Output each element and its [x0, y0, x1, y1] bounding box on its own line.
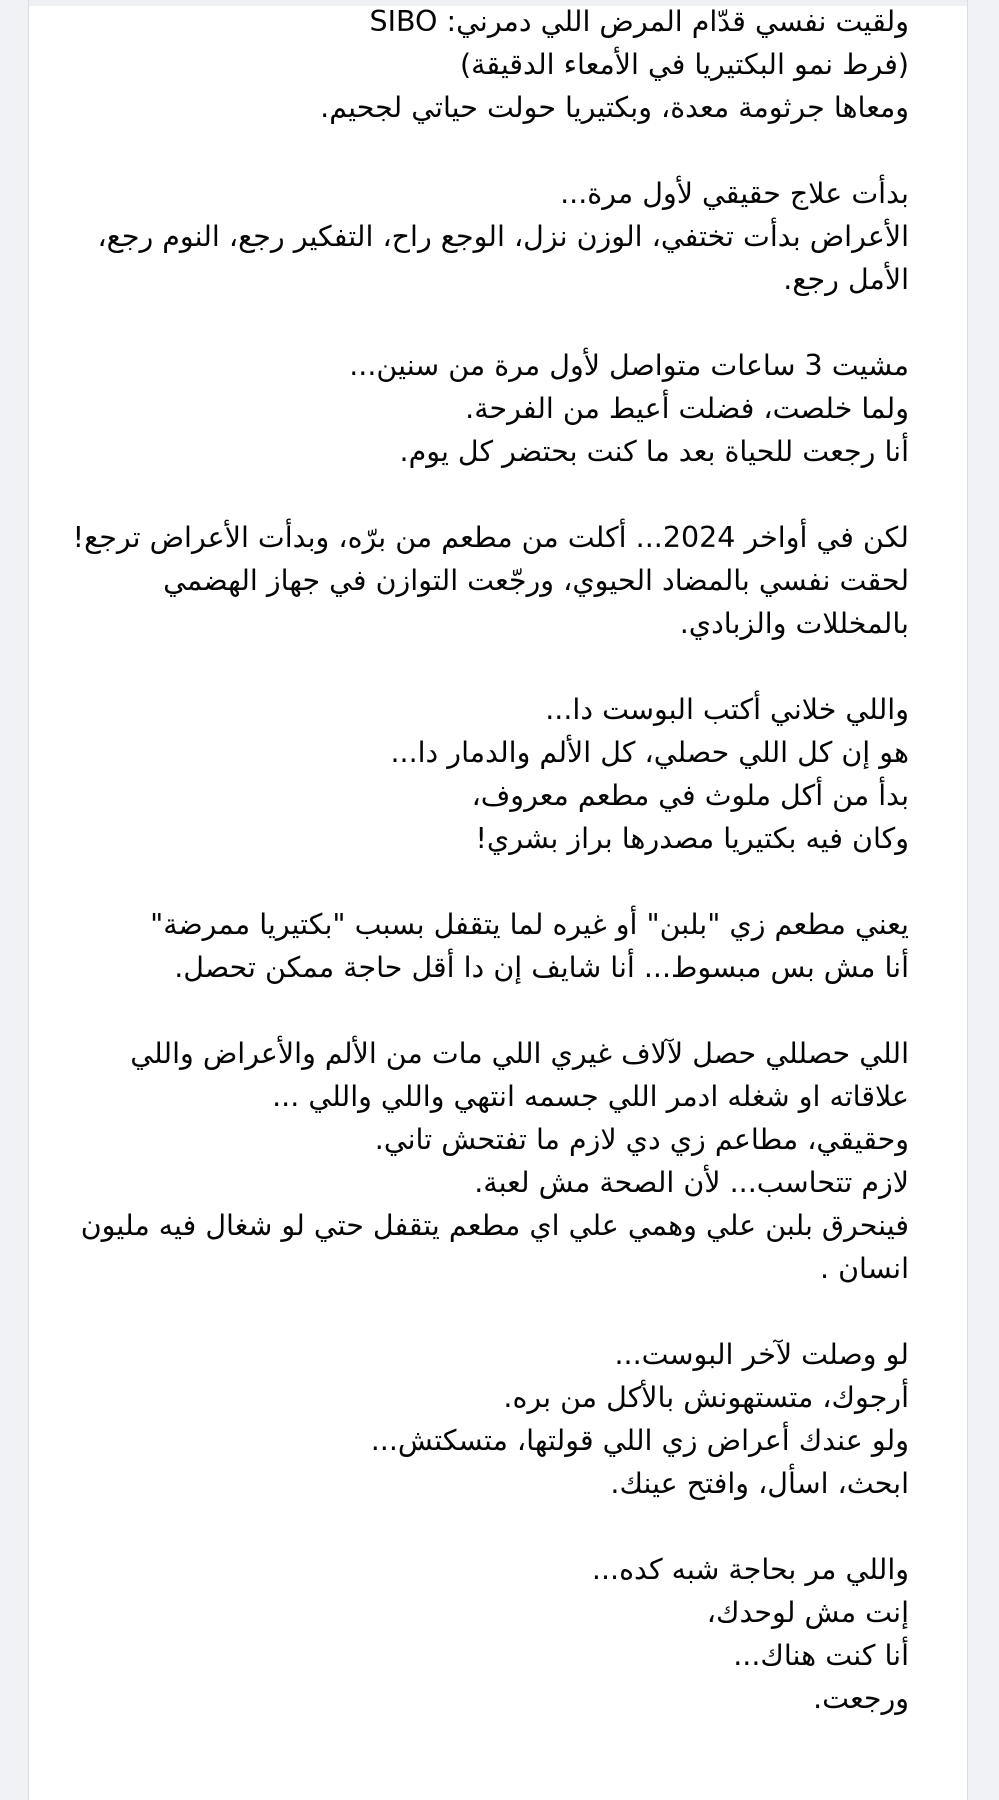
text-line: مشيت 3 ساعات متواصل لأول مرة من سنين... [349, 349, 909, 382]
text-line: لازم تتحاسب... لأن الصحة مش لعبة. [474, 1166, 909, 1199]
text-line: وحقيقي، مطاعم زي دي لازم ما تفتحش تاني. [374, 1123, 909, 1156]
paragraph [59, 1333, 909, 1505]
text-line: أرجوك، متستهونش بالأكل من بره. [503, 1381, 909, 1414]
text-line: واللي خلاني أكتب البوست دا... [545, 693, 909, 726]
paragraph [59, 903, 909, 989]
text-line: بدأت علاج حقيقي لأول مرة... [560, 177, 909, 210]
text-line: (فرط نمو البكتيريا في الأمعاء الدقيقة) [460, 48, 909, 81]
text-line: فينحرق بلبن علي وهمي علي اي مطعم يتقفل حتي لو شغال فيه مليون انسان . [80, 1209, 909, 1285]
text-line: الأعراض بدأت تختفي، الوزن نزل، الوجع راح، التفكير رجع، النوم رجع، الأمل رجع. [97, 220, 909, 296]
text-line: لحقت نفسي بالمضاد الحيوي، ورجّعت التوازن في جهاز الهضمي بالمخللات والزبادي. [163, 564, 909, 640]
text-line: أنا كنت هناك... [733, 1639, 909, 1672]
paragraph [59, 172, 909, 301]
paragraph [59, 1032, 909, 1290]
text-line: ابحث، اسأل، وافتح عينك. [610, 1467, 909, 1500]
post-text [59, 0, 909, 1763]
text-line: أنا مش بس مبسوط... أنا شايف إن دا أقل حاجة ممكن تحصل. [174, 951, 909, 984]
text-line: إنت مش لوحدك، [706, 1596, 909, 1629]
text-line: وكان فيه بكتيريا مصدرها براز بشري! [475, 822, 909, 855]
text-line: ولما خلصت، فضلت أعيط من الفرحة. [465, 392, 909, 425]
paragraph [59, 516, 909, 645]
text-line: ومعاها جرثومة معدة، وبكتيريا حولت حياتي لجحيم. [320, 91, 909, 124]
text-line: أنا رجعت للحياة بعد ما كنت بحتضر كل يوم. [399, 435, 909, 468]
text-line: هو إن كل اللي حصلي، كل الألم والدمار دا... [390, 736, 909, 769]
paragraph [59, 688, 909, 860]
text-line: يعني مطعم زي "بلبن" أو غيره لما يتقفل بسبب "بكتيريا ممرضة" [150, 908, 909, 941]
paragraph [59, 344, 909, 473]
text-line: ولقيت نفسي قدّام المرض اللي دمرني: SIBO [369, 5, 909, 38]
text-line: اللي حصللي حصل لآلاف غيري اللي مات من الألم والأعراض واللي علاقاته او شغله ادمر اللي جسمه انتهي واللي واللي ... [130, 1037, 909, 1113]
post-card [28, 0, 968, 1800]
text-line: لو وصلت لآخر البوست... [614, 1338, 909, 1371]
text-line: ولو عندك أعراض زي اللي قولتها، متسكتش... [370, 1424, 909, 1457]
text-line: لكن في أواخر 2024... أكلت من مطعم من برّه، وبدأت الأعراض ترجع! [72, 521, 909, 554]
paragraph [59, 0, 909, 129]
text-line: واللي مر بحاجة شبه كده... [591, 1553, 909, 1586]
paragraph [59, 1548, 909, 1720]
text-line: ورجعت. [813, 1682, 909, 1715]
text-line: بدأ من أكل ملوث في مطعم معروف، [471, 779, 909, 812]
